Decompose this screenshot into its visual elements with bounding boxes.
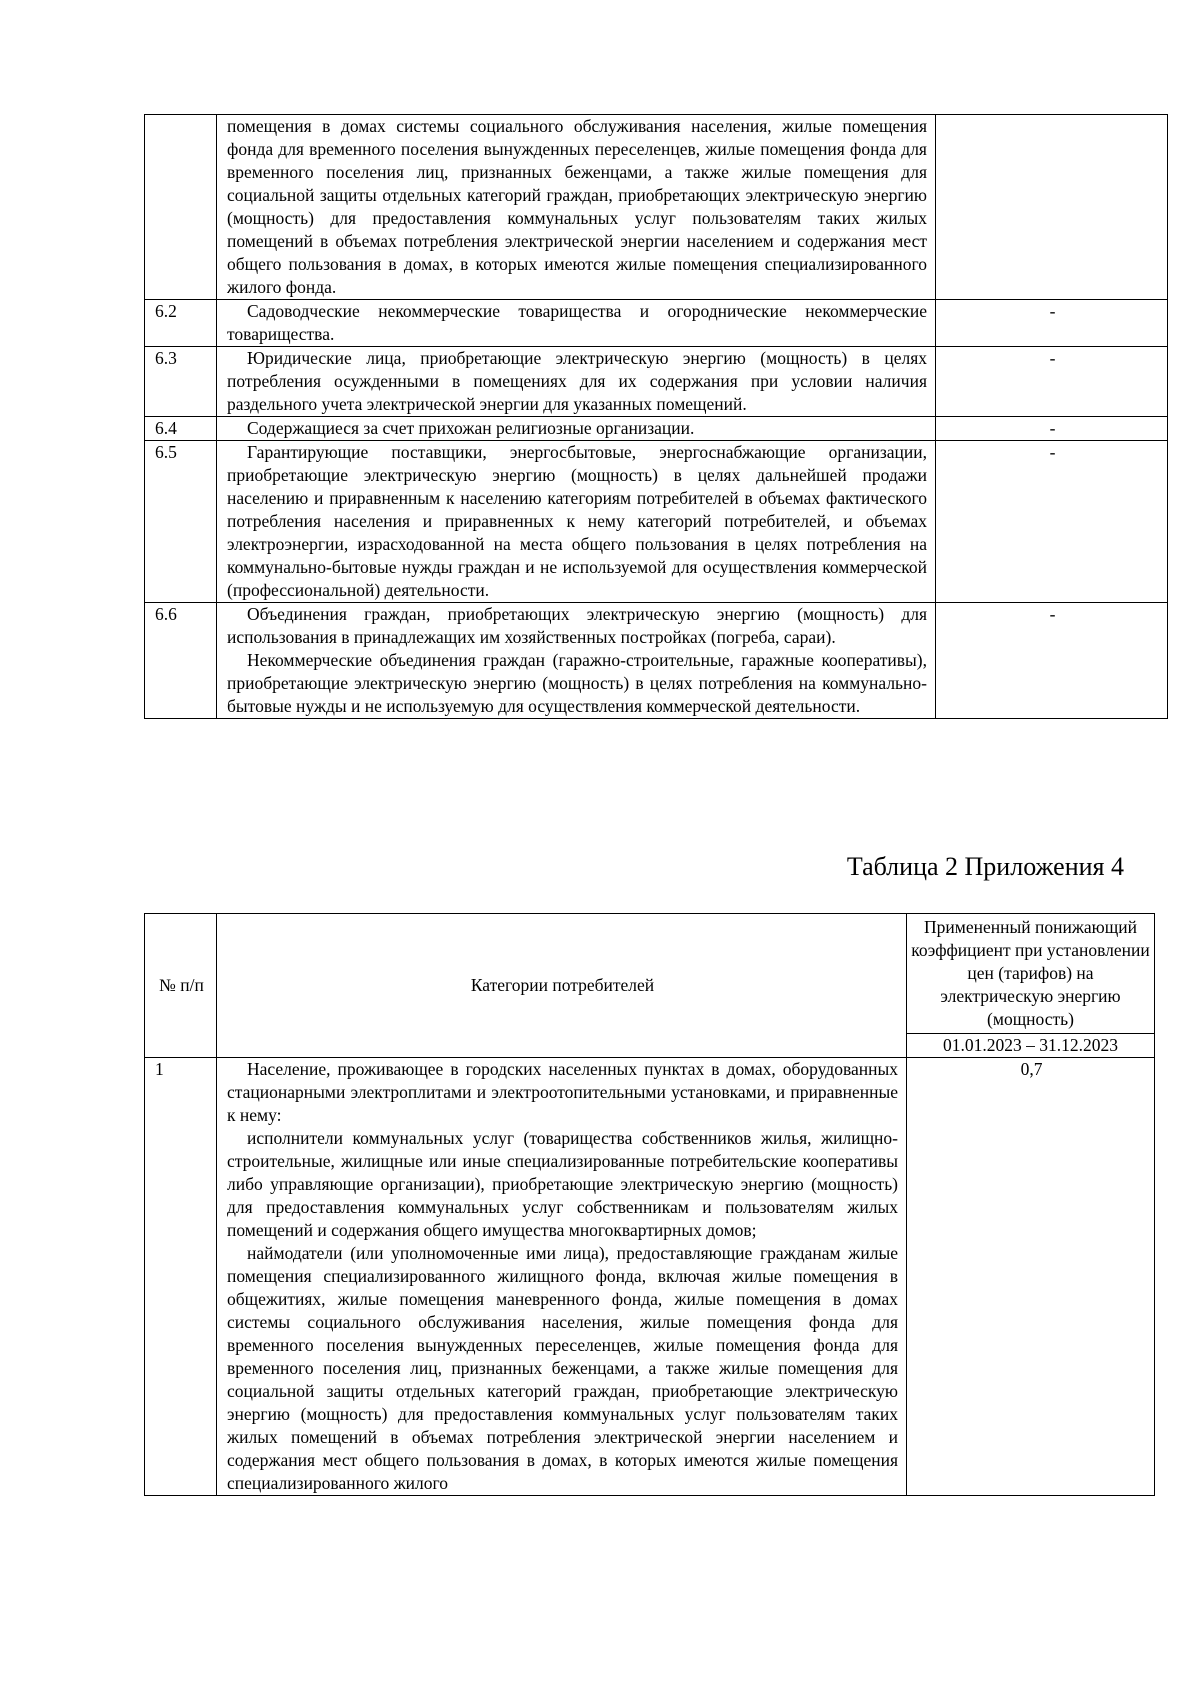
header-coefficient: Примененный понижающий коэффициент при установлении цен (тарифов) на электрическую энергию (мощность) xyxy=(907,914,1155,1034)
row-number: 6.4 xyxy=(145,417,217,441)
row-number: 6.5 xyxy=(145,441,217,603)
coefficient-value: - xyxy=(936,300,1168,347)
coefficient-value xyxy=(936,115,1168,300)
category-text xyxy=(217,115,936,300)
header-number: № п/п xyxy=(145,914,217,1058)
table-row xyxy=(145,300,1168,347)
table-row xyxy=(145,603,1168,719)
category-text xyxy=(217,603,936,719)
paragraph: Некоммерческие объединения граждан (гаражно-строительные, гаражные кооперативы), приобретающие электрическую энергию (мощность) в целях потребления на коммунально-бытовые нужды и не используемую для осуществления коммерческой деятельности. xyxy=(227,650,927,716)
paragraph: исполнители коммунальных услуг (товарищества собственников жилья, жилищно-строительные, жилищные или иные специализированные потребительские кооперативы либо управляющие организации), приобретающие электрическую энергию (мощность) для предоставления коммунальных услуг собственникам и пользователям жилых помещений и содержания общего имущества многоквартирных домов; xyxy=(227,1128,898,1240)
table-caption: Таблица 2 Приложения 4 xyxy=(846,852,1124,881)
paragraph: наймодатели (или уполномоченные ими лица), предоставляющие гражданам жилые помещения специализированного жилищного фонда, включая жилые помещения в общежитиях, жилые помещения маневренного фонда, жилые помещения в домах системы социального обслуживания населения, жилые помещения фонда для временного поселения вынужденных переселенцев, жилые помещения фонда для временного поселения лиц, признанных беженцами, а также жилые помещения для социальной защиты отдельных категорий граждан, приобретающие электрическую энергию (мощность) для предоставления коммунальных услуг пользователям таких жилых помещений в объемах потребления электрической энергии населением и содержания мест общего пользования в домах, в которых имеются жилые помещения специализированного жилого xyxy=(227,1243,898,1493)
category-text xyxy=(217,300,936,347)
table-row xyxy=(145,1058,1155,1496)
table-1 xyxy=(144,114,1168,719)
paragraph: Объединения граждан, приобретающих электрическую энергию (мощность) для использования в принадлежащих им хозяйственных постройках (погреба, сараи). xyxy=(227,604,927,647)
row-number: 6.2 xyxy=(145,300,217,347)
category-text xyxy=(217,1058,907,1496)
coefficient-value: - xyxy=(936,417,1168,441)
header-period: 01.01.2023 – 31.12.2023 xyxy=(907,1034,1155,1058)
table-row xyxy=(145,441,1168,603)
paragraph: помещения в домах системы социального обслуживания населения, жилые помещения фонда для временного поселения вынужденных переселенцев, жилые помещения фонда для временного поселения лиц, признанных беженцами, а также жилые помещения для социальной защиты отдельных категорий граждан, приобретающих электрическую энергию (мощность) для предоставления коммунальных услуг пользователям таких жилых помещений в объемах потребления электрической энергии населением и содержания мест общего пользования в домах, в которых имеются жилые помещения специализированного жилого фонда. xyxy=(227,116,927,297)
paragraph: Садоводческие некоммерческие товарищества и огороднические некоммерческие товарищества. xyxy=(227,301,927,344)
table-2 xyxy=(144,913,1155,1496)
coefficient-value: - xyxy=(936,603,1168,719)
table-row xyxy=(145,115,1168,300)
coefficient-value: - xyxy=(936,347,1168,417)
paragraph: Гарантирующие поставщики, энергосбытовые, энергоснабжающие организации, приобретающие электрическую энергию (мощность) в целях дальнейшей продажи населению и приравненным к населению категориям потребителей в объемах фактического потребления населения и приравненных к нему категорий потребителей, и объемах электроэнергии, израсходованной на места общего пользования в целях потребления на коммунально-бытовые нужды граждан и не используемой для осуществления коммерческой (профессиональной) деятельности. xyxy=(227,442,927,600)
category-text xyxy=(217,441,936,603)
row-number: 6.3 xyxy=(145,347,217,417)
paragraph: Население, проживающее в городских населенных пунктах в домах, оборудованных стационарными электроплитами и электроотопительными установками, и приравненные к нему: xyxy=(227,1059,898,1125)
paragraph: Юридические лица, приобретающие электрическую энергию (мощность) в целях потребления осужденными в помещениях для их содержания при условии наличия раздельного учета электрической энергии для указанных помещений. xyxy=(227,348,927,414)
category-text xyxy=(217,347,936,417)
row-number xyxy=(145,115,217,300)
coefficient-value: 0,7 xyxy=(907,1058,1155,1496)
row-number: 1 xyxy=(145,1058,217,1496)
paragraph: Содержащиеся за счет прихожан религиозные организации. xyxy=(247,418,695,438)
category-text xyxy=(217,417,936,441)
table-row xyxy=(145,347,1168,417)
row-number: 6.6 xyxy=(145,603,217,719)
header-category: Категории потребителей xyxy=(217,914,907,1058)
table-row xyxy=(145,417,1168,441)
header-row xyxy=(145,914,1155,1034)
coefficient-value: - xyxy=(936,441,1168,603)
